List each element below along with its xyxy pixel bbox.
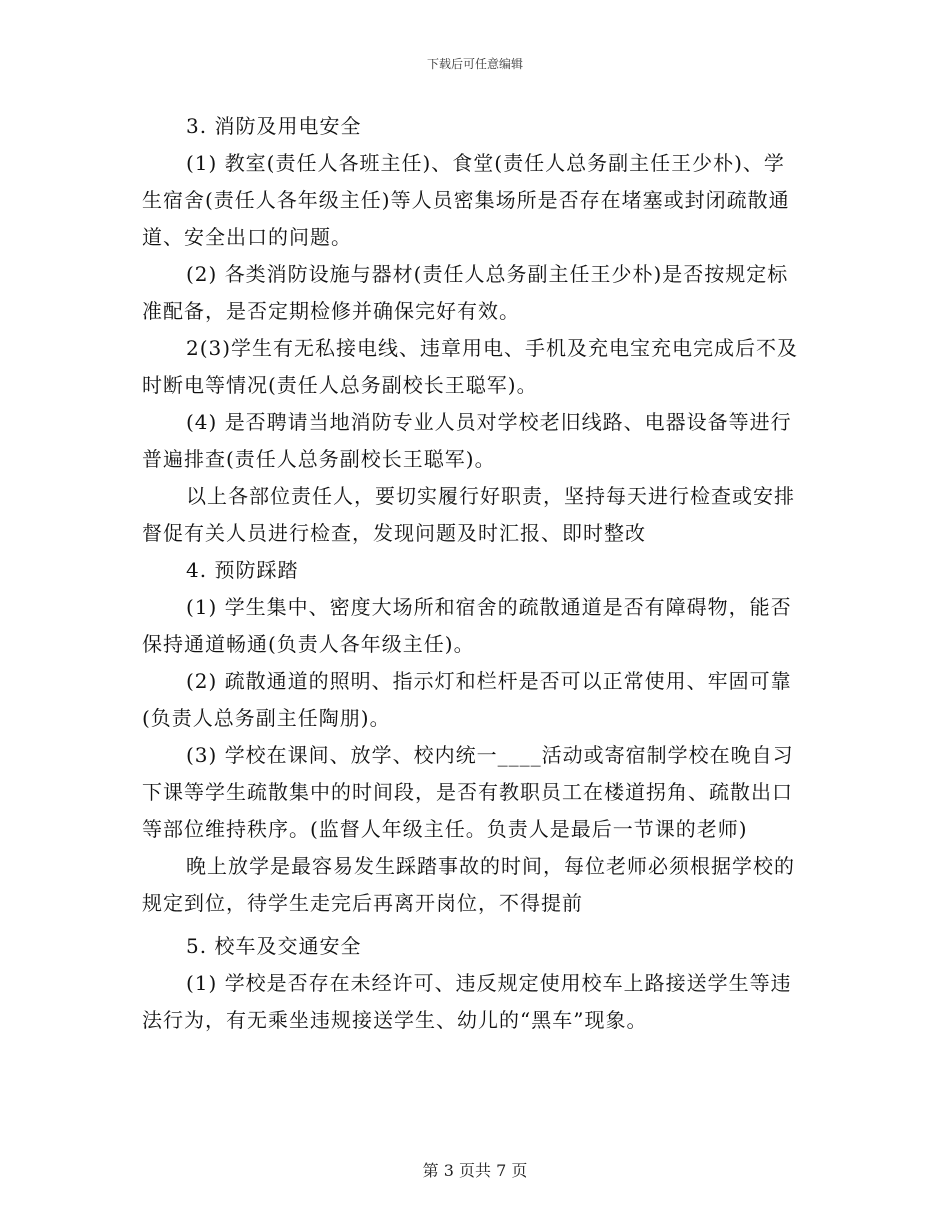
paragraph-stampede-note: 晚上放学是最容易发生踩踏事故的时间，每位老师必须根据学校的规定到位，待学生走完后再离开岗位，不得提前 (142, 854, 795, 915)
document-body (142, 108, 804, 1039)
paragraph-fire-summary: 以上各部位责任人，要切实履行好职责，坚持每天进行检查或安排督促有关人员进行检查，发现问题及时汇报、即时整改 (142, 484, 795, 545)
page-footer: 第 3 页共 7 页 (422, 1161, 528, 1180)
paragraph-stampede-item-1: (1) 学生集中、密度大场所和宿舍的疏散通道是否有障碍物，能否保持通道畅通(负责人各年级主任)。 (142, 595, 792, 656)
paragraph-stampede-item-3: (3) 学校在课间、放学、校内统一____活动或寄宿制学校在晚自习下课等学生疏散集中的时间段，是否有教职员工在楼道拐角、疏散出口等部位维持秩序。(监督人年级主任。负责人是最后一节课的老师) (142, 743, 794, 841)
paragraph-bus-item-1: (1) 学校是否存在未经许可、违反规定使用校车上路接送学生等违法行为，有无乘坐违规接送学生、幼儿的“黑车”现象。 (142, 971, 792, 1032)
paragraph-stampede-item-2: (2) 疏散通道的照明、指示灯和栏杆是否可以正常使用、牢固可靠(负责人总务副主任陶朋)。 (142, 669, 792, 730)
section-heading-stampede: 4. 预防踩踏 (186, 558, 299, 582)
page-header: 下载后可任意编辑 (426, 57, 523, 71)
section-heading-fire-electric: 3. 消防及用电安全 (186, 114, 362, 138)
section-heading-school-bus: 5. 校车及交通安全 (186, 934, 362, 958)
paragraph-fire-item-1: (1) 教室(责任人各班主任)、食堂(责任人总务副主任王少朴)、学生宿舍(责任人各年级主任)等人员密集场所是否存在堵塞或封闭疏散通道、安全出口的问题。 (142, 151, 790, 249)
paragraph-fire-item-3: 2(3)学生有无私接电线、违章用电、手机及充电宝充电完成后不及时断电等情况(责任人总务副校长王聪军)。 (142, 336, 799, 397)
paragraph-fire-item-2: (2) 各类消防设施与器材(责任人总务副主任王少朴)是否按规定标准配备，是否定期检修并确保完好有效。 (142, 262, 789, 323)
paragraph-fire-item-4: (4) 是否聘请当地消防专业人员对学校老旧线路、电器设备等进行普遍排查(责任人总务副校长王聪军)。 (142, 410, 792, 471)
